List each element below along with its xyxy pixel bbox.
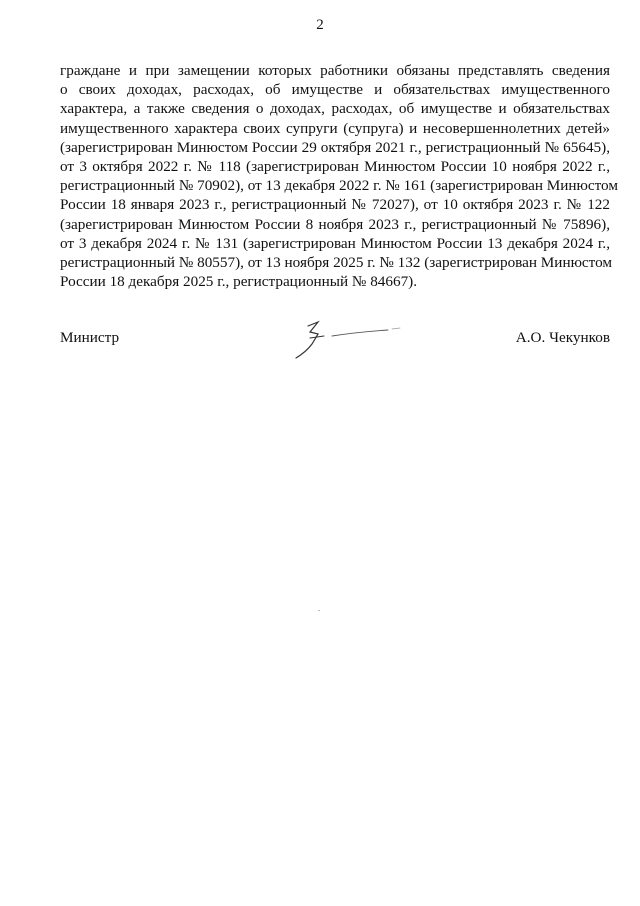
text-line-9: (зарегистрирован Минюстом России 8 ноября 2023 г., регистрационный № 75896),: [60, 215, 610, 233]
text-line-1: граждане и при замещении которых работники обязаны представлять сведения: [60, 62, 610, 79]
signatory-title: Министр: [60, 329, 120, 346]
handwritten-signature-icon: [288, 318, 408, 366]
signatory-name: А.О. Чекунков: [515, 329, 610, 346]
text-line-11: регистрационный № 80557), от 13 ноября 2025 г. № 132 (зарегистрирован Минюстом: [60, 254, 613, 272]
text-line-2: о своих доходах, расходах, об имуществе и обязательствах имущественного: [60, 81, 610, 99]
text-line-6: от 3 октября 2022 г. № 118 (зарегистрирован Минюстом России 10 ноября 2022 г.,: [60, 158, 610, 176]
text-line-8: России 18 января 2023 г., регистрационный № 72027), от 10 октября 2023 г. № 122: [60, 196, 610, 214]
text-line-10: от 3 декабря 2024 г. № 131 (зарегистрирован Минюстом России 13 декабря 2024 г.,: [60, 234, 610, 252]
signature-block: [60, 326, 610, 376]
text-line-3: характера, а также сведения о доходах, расходах, об имуществе и обязательствах: [60, 100, 610, 118]
page-number: 2: [316, 17, 324, 33]
scan-speck: [318, 610, 320, 611]
body-text: [60, 61, 618, 291]
text-line-4: имущественного характера своих супруги (супруга) и несовершеннолетних детей»: [60, 119, 610, 137]
text-line-7: регистрационный № 70902), от 13 декабря 2022 г. № 161 (зарегистрирован Минюстом: [60, 177, 618, 195]
text-line-12: России 18 декабря 2025 г., регистрационный № 84667).: [60, 273, 418, 291]
text-line-5: (зарегистрирован Минюстом России 29 октября 2021 г., регистрационный № 65645),: [60, 138, 610, 156]
